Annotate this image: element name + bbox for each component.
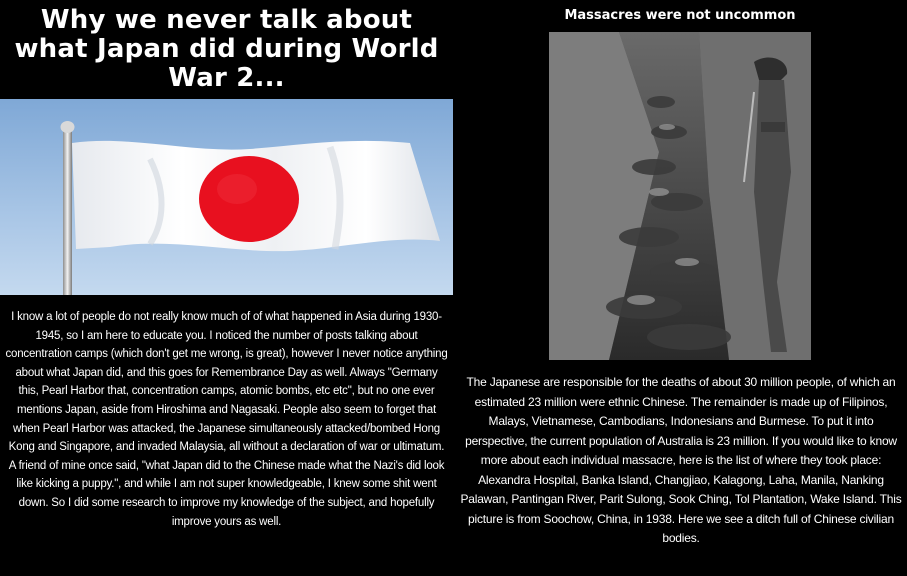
left-title: Why we never talk about what Japan did during World War 2... bbox=[14, 5, 439, 93]
left-body-text: I know a lot of people do not really know much of of what happened in Asia during 1930-1945, so I am here to educate you. I noticed the number of posts talking about concentration camps (which don't get me wrong, is great), however I never notice anything about what Japan did, and this goes for Remembrance Day as well. Always "Germany this, Pearl Harbor that, concentration camps, atomic bombs, etc etc", but no one ever mentions Japan, aside from Hiroshima and Nagasaki. People also seem to forget that when Pearl Harbor was attacked, the Japanese simultaneously attacked/bombed Hong Kong and Singapore, and invaded Malaysia, all without a declaration of war or ultimatum. A friend of mine once said, "what Japan did to the Chinese made what the Nazi's did look like kicking a puppy.", and while I am not super knowledgeable, I knew some shit went down. So I did some research to improve my knowledge of the subject, and hopefully improve yours as well. bbox=[5, 311, 448, 528]
massacre-historical-image bbox=[549, 32, 811, 360]
right-title: Massacres were not uncommon bbox=[564, 8, 796, 23]
japanese-flag-image bbox=[0, 99, 453, 295]
right-body-text: The Japanese are responsible for the deaths of about 30 million people, of which an estimated 23 million were ethnic Chinese. The remainder is made up of Filipinos, Malays, Vietnamese, Cambodians, Indonesians and Burmese. To put it into perspective, the current population of Australia is 23 million. If you would like to know more about each individual massacre, here is the list of where they took place: Alexandra Hospital, Banka Island, Changjiao, Kalagong, Laha, Manila, Nanking Palawan, Pantingan River, Parit Sulong, Sook Ching, Tol Plantation, Wake Island. This picture is from Soochow, China, in 1938. Here we see a ditch full of Chinese civilian bodies. bbox=[460, 375, 902, 545]
